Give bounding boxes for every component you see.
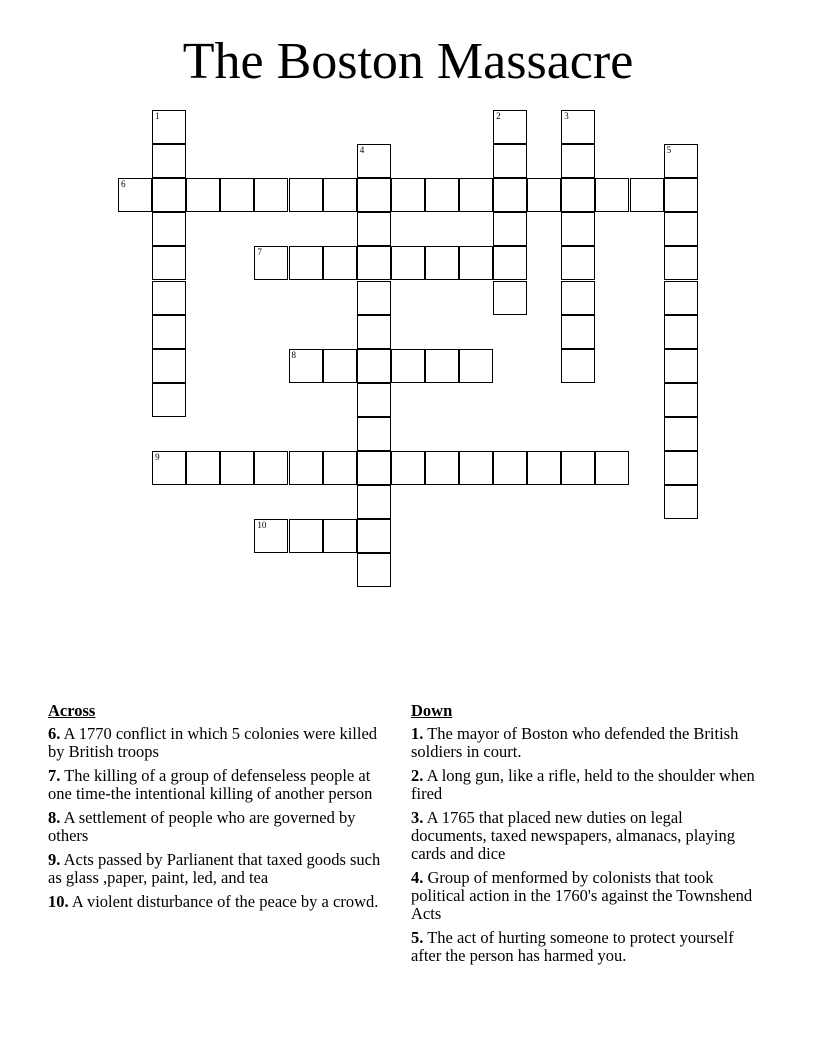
grid-cell[interactable] <box>425 451 459 485</box>
grid-cell[interactable] <box>391 246 425 280</box>
grid-cell[interactable] <box>459 246 493 280</box>
clue-number: 4. <box>411 868 424 887</box>
clue-text: A 1765 that placed new duties on legal documents, taxed newspapers, almanacs, playing cards and dice <box>411 808 735 863</box>
clue-number: 5. <box>411 928 424 947</box>
grid-cell[interactable] <box>561 349 595 383</box>
grid-cell[interactable] <box>357 246 391 280</box>
grid-cell[interactable] <box>630 178 664 212</box>
grid-cell[interactable] <box>561 144 595 178</box>
grid-cell[interactable] <box>152 315 186 349</box>
grid-cell[interactable] <box>664 212 698 246</box>
clue-number: 2. <box>411 766 424 785</box>
grid-cell[interactable] <box>152 451 186 485</box>
clue-down-3 <box>411 809 756 863</box>
grid-cell[interactable] <box>186 451 220 485</box>
grid-cell[interactable] <box>561 281 595 315</box>
grid-cell[interactable] <box>357 178 391 212</box>
down-heading: Down <box>411 701 453 720</box>
grid-cell[interactable] <box>391 451 425 485</box>
cell-number: 5 <box>666 145 672 156</box>
grid-cell[interactable] <box>595 178 629 212</box>
cell-number: 3 <box>564 111 569 121</box>
cell-number: 10 <box>257 520 267 531</box>
clue-number: 1. <box>411 724 424 743</box>
clue-across-8 <box>48 809 388 845</box>
across-heading: Across <box>48 701 96 720</box>
crossword-grid <box>118 110 699 589</box>
clue-text: A 1770 conflict in which 5 colonies were killed by British troops <box>48 724 378 761</box>
grid-cell[interactable] <box>357 349 391 383</box>
clue-across-6 <box>48 725 388 761</box>
grid-cell[interactable] <box>493 281 527 315</box>
grid-cell[interactable] <box>118 178 152 212</box>
clue-across-10 <box>48 893 388 911</box>
grid-cell[interactable] <box>425 178 459 212</box>
grid-cell[interactable] <box>323 349 357 383</box>
grid-cell[interactable] <box>561 246 595 280</box>
grid-cell[interactable] <box>459 451 493 485</box>
grid-cell[interactable] <box>152 110 186 144</box>
grid-cell[interactable] <box>493 246 527 280</box>
clue-number: 8. <box>48 808 61 827</box>
across-clues <box>48 702 388 917</box>
grid-cell[interactable] <box>289 451 323 485</box>
grid-cell[interactable] <box>664 485 698 519</box>
grid-cell[interactable] <box>357 315 391 349</box>
grid-cell[interactable] <box>664 417 698 451</box>
cell-number: 6 <box>121 179 126 190</box>
grid-cell[interactable] <box>595 451 629 485</box>
clue-down-2 <box>411 767 756 803</box>
cell-number: 7 <box>257 247 262 258</box>
grid-cell[interactable] <box>664 451 698 485</box>
grid-cell[interactable] <box>357 144 391 178</box>
grid-cell[interactable] <box>152 178 186 212</box>
grid-cell[interactable] <box>664 246 698 280</box>
grid-cell[interactable] <box>357 417 391 451</box>
page-title: The Boston Massacre <box>182 33 634 90</box>
grid-cell[interactable] <box>357 553 391 587</box>
grid-cell[interactable] <box>220 178 254 212</box>
clue-text: Acts passed by Parlianent that taxed goods such as glass ,paper, paint, led, and tea <box>48 850 381 887</box>
clue-across-9 <box>48 851 388 887</box>
grid-cell[interactable] <box>561 451 595 485</box>
grid-cell[interactable] <box>323 178 357 212</box>
cell-number: 8 <box>291 349 296 360</box>
grid-cell[interactable] <box>357 212 391 246</box>
clue-number: 6. <box>48 724 61 743</box>
grid-cell[interactable] <box>220 451 254 485</box>
grid-cell[interactable] <box>493 178 527 212</box>
grid-cell[interactable] <box>391 349 425 383</box>
clue-text: A long gun, like a rifle, held to the shoulder when fired <box>411 766 755 803</box>
cell-number: 4 <box>359 145 365 156</box>
grid-cell[interactable] <box>561 110 595 144</box>
grid-cell[interactable] <box>254 178 288 212</box>
grid-cell[interactable] <box>391 178 425 212</box>
grid-cell[interactable] <box>357 485 391 519</box>
cell-number: 2 <box>496 111 501 121</box>
clue-down-1 <box>411 725 756 761</box>
clue-text: The act of hurting someone to protect yourself after the person has harmed you. <box>411 928 734 965</box>
grid-cell[interactable] <box>152 383 186 417</box>
grid-cell[interactable] <box>254 451 288 485</box>
grid-cell[interactable] <box>357 383 391 417</box>
clue-text: The mayor of Boston who defended the British soldiers in court. <box>411 724 739 761</box>
grid-cell[interactable] <box>527 451 561 485</box>
grid-cell[interactable] <box>152 246 186 280</box>
grid-cell[interactable] <box>357 281 391 315</box>
clue-text: A violent disturbance of the peace by a crowd. <box>71 892 379 911</box>
grid-cell[interactable] <box>323 451 357 485</box>
grid-cell[interactable] <box>323 519 357 553</box>
clue-text: Group of menformed by colonists that took political action in the 1760's against the Townshend Acts <box>411 868 753 923</box>
grid-cell[interactable] <box>254 519 288 553</box>
grid-cell[interactable] <box>459 349 493 383</box>
grid-cell[interactable] <box>152 212 186 246</box>
grid-cell[interactable] <box>664 315 698 349</box>
grid-cell[interactable] <box>289 178 323 212</box>
grid-cell[interactable] <box>561 178 595 212</box>
grid-cell[interactable] <box>459 178 493 212</box>
grid-cell[interactable] <box>152 281 186 315</box>
grid-cell[interactable] <box>152 144 186 178</box>
clue-text: The killing of a group of defenseless people at one time-the intentional killing of another person <box>48 766 373 803</box>
grid-cell[interactable] <box>561 212 595 246</box>
grid-cell[interactable] <box>493 144 527 178</box>
grid-cell[interactable] <box>425 349 459 383</box>
grid-cell[interactable] <box>152 349 186 383</box>
grid-cell[interactable] <box>357 519 391 553</box>
grid-cell[interactable] <box>493 212 527 246</box>
clue-number: 3. <box>411 808 424 827</box>
clue-number: 7. <box>48 766 61 785</box>
grid-cell[interactable] <box>664 178 698 212</box>
grid-cell[interactable] <box>664 383 698 417</box>
clue-down-5 <box>411 929 756 965</box>
clue-text: A settlement of people who are governed by others <box>48 808 356 845</box>
grid-cell[interactable] <box>493 451 527 485</box>
clue-number: 9. <box>48 850 61 869</box>
clue-across-7 <box>48 767 388 803</box>
grid-cell[interactable] <box>186 178 220 212</box>
grid-cell[interactable] <box>493 110 527 144</box>
grid-cell[interactable] <box>289 519 323 553</box>
grid-cell[interactable] <box>425 246 459 280</box>
clue-number: 10. <box>48 892 69 911</box>
grid-cell[interactable] <box>289 349 323 383</box>
grid-cell[interactable] <box>527 178 561 212</box>
grid-cell[interactable] <box>323 246 357 280</box>
grid-cell[interactable] <box>561 315 595 349</box>
grid-cell[interactable] <box>289 246 323 280</box>
grid-cell[interactable] <box>664 349 698 383</box>
grid-cell[interactable] <box>357 451 391 485</box>
cell-number: 1 <box>155 111 160 121</box>
grid-cell[interactable] <box>254 246 288 280</box>
clue-down-4 <box>411 869 756 923</box>
grid-cell[interactable] <box>664 281 698 315</box>
down-clues <box>411 702 756 971</box>
cell-number: 9 <box>155 452 160 462</box>
grid-cell[interactable] <box>664 144 698 178</box>
